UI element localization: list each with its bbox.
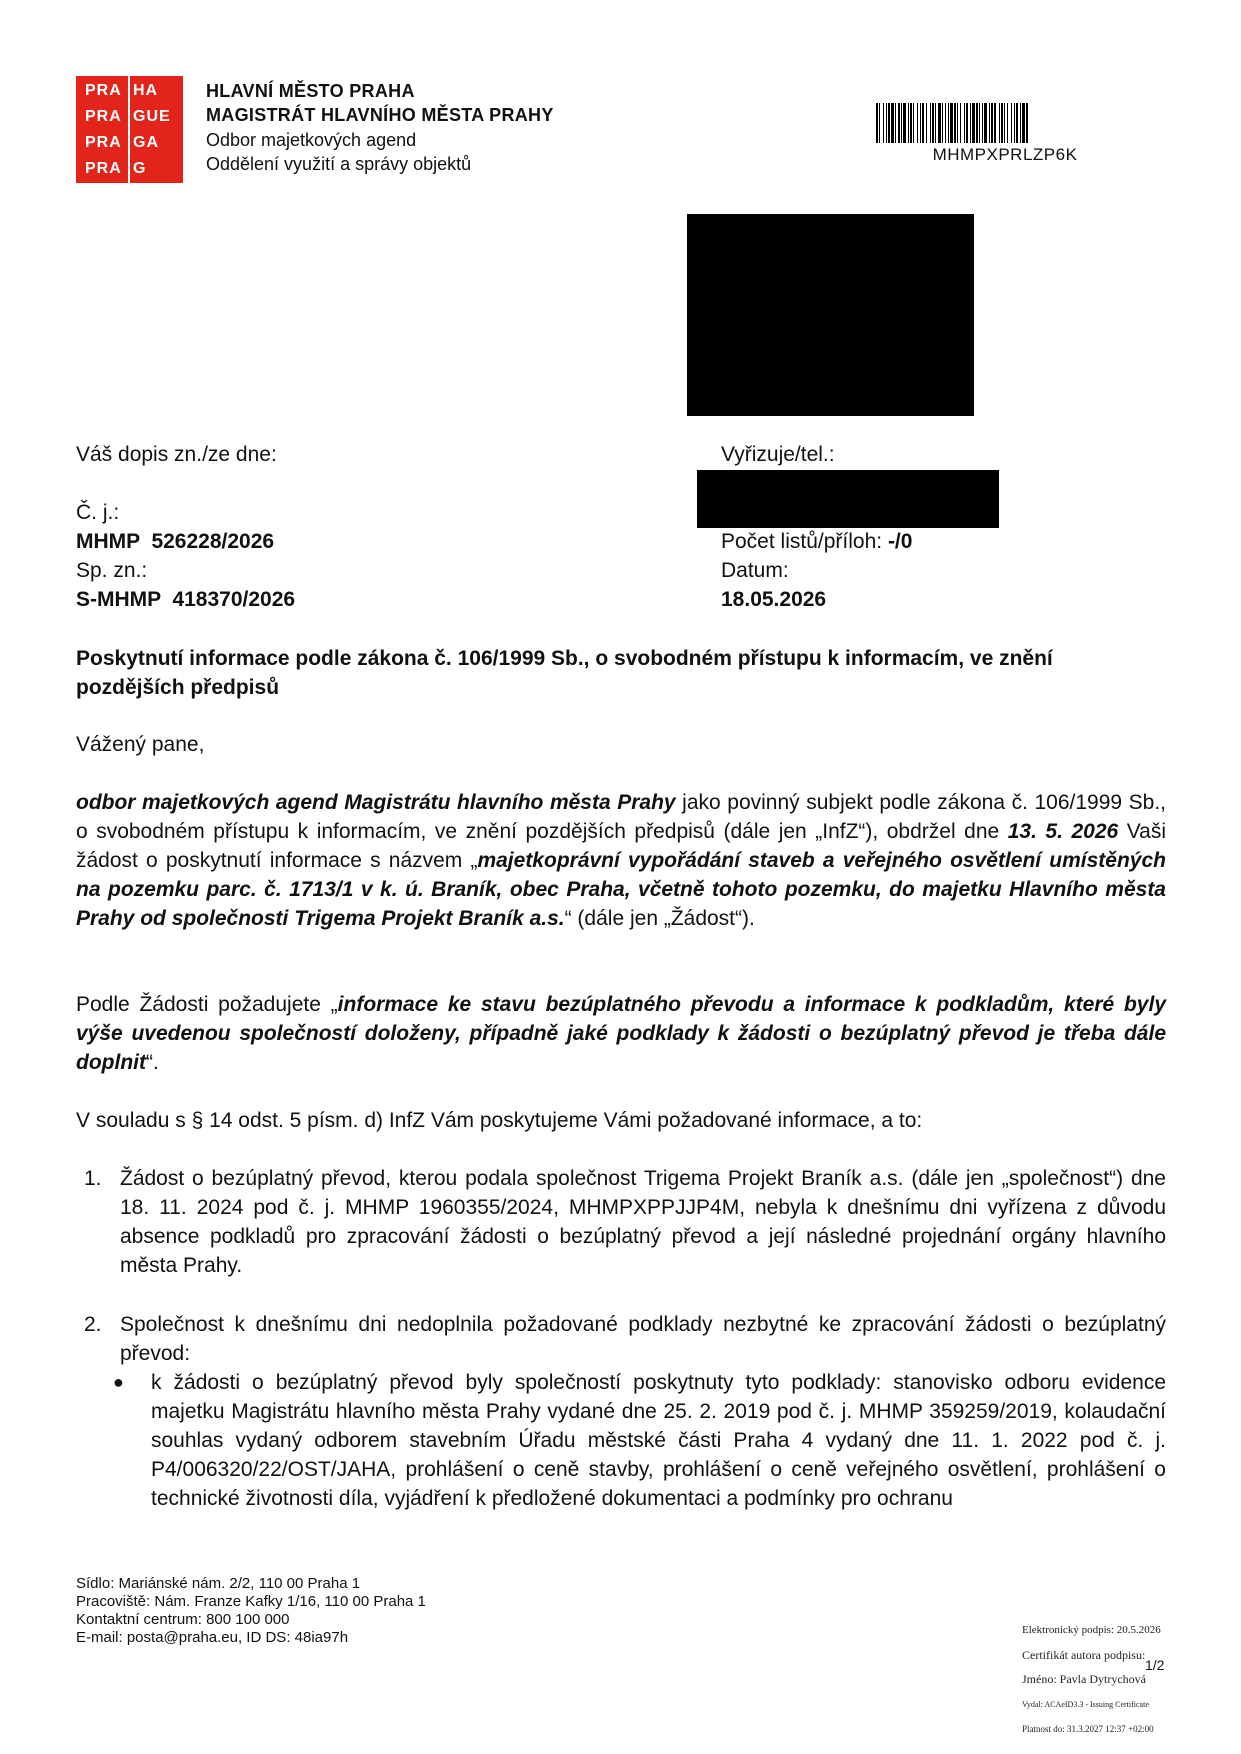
- barcode-bar: [948, 103, 949, 143]
- pages-line: [721, 527, 912, 556]
- bullet-icon: ●: [113, 1372, 124, 1392]
- paragraph-request-received: [76, 788, 1166, 933]
- logo-row: [76, 156, 183, 182]
- salutation: Vážený pane,: [76, 733, 205, 756]
- list-number: 1.: [84, 1167, 102, 1190]
- signature-issuer: Vydal: ACAeID3.3 - Issuing Certificate: [1022, 1700, 1149, 1709]
- barcode-bar: [917, 103, 918, 143]
- date-label: Datum:: [721, 559, 789, 582]
- barcode-bar: [922, 103, 924, 143]
- list-item: k žádosti o bezúplatný převod byly společností poskytnuty tyto podklady: stanovisko odboru evidence majetku Magistrátu hlavního města Prahy vydané dne 25. 2. 2019 pod č. j. MHMP 359259/2019, kolaudační souhlas vydaný odborem stavebním Úřadu městské části Praha 4 vydaný dne 11. 1. 2022 pod č. j. P4/006320/22/OST/JAHA, prohlášení o ceně stavby, prohlášení o ceně veřejného osvětlení, prohlášení o technické životnosti díla, vyjádření k předložené dokumentaci a podmínky pro ochranu: [151, 1371, 1166, 1510]
- barcode-bar: [930, 103, 931, 143]
- list-number: 2.: [84, 1313, 102, 1336]
- barcode-bar: [879, 103, 880, 143]
- pages-label: Počet listů/příloh:: [721, 530, 883, 553]
- barcode-bar: [938, 103, 941, 143]
- barcode-bar: [984, 103, 987, 143]
- barcode-bar: [901, 103, 902, 143]
- barcode-bar: [1011, 103, 1012, 143]
- barcode-bar: [886, 103, 887, 143]
- barcode-bar: [994, 103, 996, 143]
- barcode-bar: [935, 103, 936, 143]
- logo-text: PRA: [85, 134, 122, 151]
- barcode-bar: [1020, 103, 1021, 143]
- barcode-bar: [966, 103, 968, 143]
- para-text: jako povinný subjekt podle zákona č. 106/1999 Sb., o svobodném přístupu k informacím, ve znění pozdějších předpisů (dále jen „InfZ“), obdržel dne: [76, 791, 1167, 843]
- barcode-bar: [982, 103, 983, 143]
- barcode-bar: [932, 103, 934, 143]
- request-title: majetkoprávní vypořádání staveb a veřejného osvětlení umístěných na pozemku parc. č. 1713/1 v k. ú. Braník, obec Praha, včetně tohoto pozemku, do majetku Hlavního města Prahy od společnosti Trigema Projekt Braník a.s.: [76, 849, 1166, 930]
- cj-label: Č. j.:: [76, 501, 120, 524]
- barcode-bar: [999, 103, 1000, 143]
- barcode-bar: [964, 103, 965, 143]
- signature-date: Elektronický podpis: 20.5.2026: [1022, 1624, 1161, 1636]
- barcode-bar: [976, 103, 978, 143]
- handler-label: Vyřizuje/tel.:: [721, 443, 835, 466]
- paragraph-request-content: [76, 990, 1166, 1077]
- logo-text: G: [133, 160, 147, 177]
- praha-logo: [76, 76, 183, 183]
- barcode-bar: [942, 103, 943, 143]
- barcode-bar: [972, 103, 975, 143]
- redacted-address: [687, 214, 974, 416]
- barcode-bar: [920, 103, 921, 143]
- barcode-bar: [908, 103, 909, 143]
- letter-subject: Poskytnutí informace podle zákona č. 106/1999 Sb., o svobodném přístupu k informacím, ve znění pozdějších předpisů: [76, 647, 1053, 699]
- para-text: Vaši žádost o poskytnutí informace s názvem „: [76, 820, 1166, 872]
- barcode-bar: [888, 103, 890, 143]
- barcode-bar: [954, 103, 956, 143]
- barcode-bar: [960, 103, 961, 143]
- logo-text: HA: [133, 82, 159, 99]
- barcode-bar: [991, 103, 993, 143]
- pages-value: -/0: [887, 530, 913, 553]
- logo-text: PRA: [85, 160, 122, 177]
- letter-ref-label: Váš dopis zn./ze dne:: [76, 443, 277, 466]
- redacted-handler: [697, 470, 999, 528]
- barcode-bar: [926, 103, 927, 143]
- logo-row: [76, 104, 183, 130]
- barcode-bar: [1026, 103, 1028, 143]
- list-item: Společnost k dnešnímu dni nedoplnila požadované podklady nezbytné ke zpracování žádosti o bezúplatný převod:: [120, 1313, 1166, 1365]
- logo-text: PRA: [85, 82, 122, 99]
- paragraph-provision: V souladu s § 14 odst. 5 písm. d) InfZ Vám poskytujeme Vámi požadované informace, a to:: [76, 1109, 923, 1132]
- barcode-bar: [898, 103, 900, 143]
- logo-text: GUE: [133, 108, 171, 125]
- barcode-bar: [913, 103, 914, 143]
- barcode: [876, 103, 1134, 143]
- org-magistrate: MAGISTRÁT HLAVNÍHO MĚSTA PRAHY: [206, 105, 554, 125]
- spzn-label: Sp. zn.:: [76, 559, 148, 582]
- barcode-bar: [1022, 103, 1025, 143]
- footer-address: Sídlo: Mariánské nám. 2/2, 110 00 Praha 1: [76, 1575, 361, 1592]
- org-section: Oddělení využití a správy objektů: [206, 154, 472, 174]
- barcode-bar: [1001, 103, 1003, 143]
- barcode-bar: [876, 103, 878, 143]
- para-text: “.: [145, 1051, 159, 1074]
- request-date: 13. 5. 2026: [1007, 820, 1119, 843]
- org-department: Odbor majetkových agend: [206, 130, 417, 150]
- barcode-bar: [883, 103, 884, 143]
- signature-name: Jméno: Pavla Dytrychová: [1022, 1672, 1146, 1686]
- spzn-value: S-MHMP 418370/2026: [76, 588, 296, 611]
- barcode-bar: [970, 103, 971, 143]
- cj-value: MHMP 526228/2026: [76, 530, 275, 553]
- barcode-bar: [957, 103, 958, 143]
- para-text: “ (dále jen „Žádost“).: [564, 907, 755, 930]
- barcode-bar: [1014, 103, 1015, 143]
- barcode-bar: [1016, 103, 1018, 143]
- office-name: odbor majetkových agend Magistrátu hlavního města Prahy: [76, 791, 676, 814]
- barcode-bar: [945, 103, 946, 143]
- signature-cert: Certifikát autora podpisu:: [1022, 1648, 1146, 1662]
- footer-contact: Kontaktní centrum: 800 100 000: [76, 1611, 290, 1628]
- barcode-bar: [989, 103, 990, 143]
- barcode-bar: [891, 103, 894, 143]
- barcode-bar: [903, 103, 906, 143]
- logo-text: GA: [133, 134, 159, 151]
- barcode-bar: [895, 103, 896, 143]
- footer-email: E-mail: posta@praha.eu, ID DS: 48ia97h: [76, 1629, 349, 1646]
- barcode-bar: [979, 103, 980, 143]
- footer-workplace: Pracoviště: Nám. Franze Kafky 1/16, 110 00 Praha 1: [76, 1593, 426, 1610]
- logo-row: [76, 130, 183, 156]
- barcode-bar: [1004, 103, 1005, 143]
- barcode-bar: [1007, 103, 1008, 143]
- signature-validity: Platnost do: 31.3.2027 12:37 +02:00: [1022, 1724, 1154, 1734]
- requested-info: informace ke stavu bezúplatného převodu a informace k podkladům, které byly výše uvedenou společností doloženy, případně jaké podklady k žádosti o bezúplatný převod je třeba dále doplnit: [76, 993, 1167, 1074]
- page-number: 1/2: [1145, 1657, 1165, 1673]
- org-city: HLAVNÍ MĚSTO PRAHA: [206, 81, 415, 101]
- barcode-bar: [910, 103, 912, 143]
- logo-text: PRA: [85, 108, 122, 125]
- date-value: 18.05.2026: [721, 588, 827, 611]
- barcode-text: MHMPXPRLZP6K: [932, 145, 1078, 164]
- logo-row: [76, 78, 183, 104]
- barcode-bar: [950, 103, 953, 143]
- list-item: Žádost o bezúplatný převod, kterou podala společnost Trigema Projekt Braník a.s. (dále jen „společnost“) dne 18. 11. 2024 pod č. j. MHMP 1960355/2024, MHMPXPPJJP4M, nebyla k dnešnímu dni vyřízena z důvodu absence podkladů pro zpracování žádosti o bezúplatný převod a její následné projednání orgány hlavního města Prahy.: [120, 1167, 1166, 1277]
- para-text: Podle Žádosti požadujete „: [76, 993, 338, 1016]
